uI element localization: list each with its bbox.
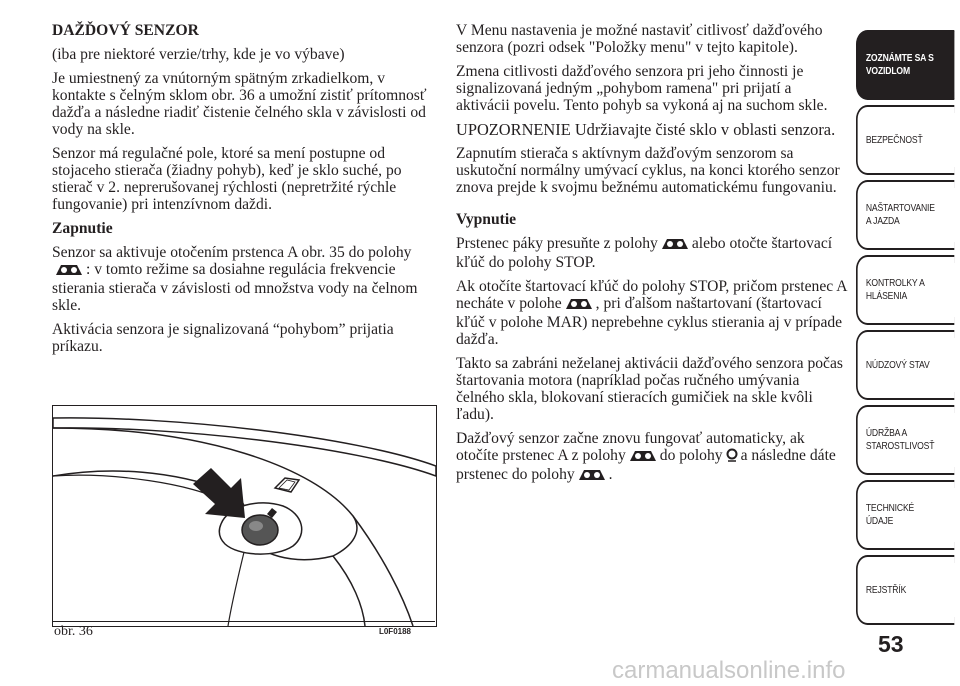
deactivation-text-a: Prstenec páky presuňte z polohy — [456, 235, 658, 252]
restart-text-c: a následne dáte prstenec do polohy — [456, 447, 836, 483]
off-ring-symbol-icon — [725, 448, 739, 466]
rain-sensor-illustration — [53, 406, 436, 626]
restart-text-b: do polohy — [659, 447, 723, 464]
figure-code: L0F0188 — [378, 627, 411, 636]
deactivation-text-b: alebo otočte štartovací kľúč do polohy STOP. — [456, 235, 833, 271]
tab-kontrolky[interactable]: KONTROLKY A HLÁSENIA — [856, 255, 954, 325]
restart-text-a: Dažďový senzor začne znovu fungovať automaticky, ak otočíte prstenec A z polohy — [456, 430, 805, 464]
watermark: carmanualsonline.info — [612, 657, 846, 684]
page-number: 53 — [878, 631, 904, 657]
auto-wiper-symbol-icon — [54, 263, 84, 280]
paragraph-restart — [456, 430, 848, 485]
section-heading: DAŽĎOVÝ SENZOR — [52, 22, 199, 39]
vypnutie-heading: Vypnutie — [456, 211, 517, 228]
paragraph-warning: UPOZORNENIE Udržiavajte čisté sklo v oblasti senzora. — [456, 120, 836, 139]
auto-wiper-symbol-icon — [628, 449, 658, 466]
chapter-tabs — [856, 0, 960, 686]
tab-rejstrik[interactable]: REJSTŘÍK — [856, 555, 954, 625]
paragraph-signal: Aktivácia senzora je signalizovaná “pohybom” prijatia príkazu. — [52, 321, 394, 355]
zapnutie-heading: Zapnutie — [52, 220, 113, 237]
paragraph-stop-key — [456, 278, 848, 348]
section-subheading: (iba pre niektoré verzie/trhy, kde je vo výbave) — [52, 46, 345, 63]
stop-key-text-b: , pri ďalšom naštartovaní (štartovací kľúč v polohe MAR) neprebehne cyklus stierania aj v prípade dažďa. — [456, 295, 843, 348]
paragraph-sensitivity: Zmena citlivosti dažďového senzora pri jeho činnosti je signalizovaná jedným „pohybom ramena" pri prijatí a aktivácii povelu. Tento pohyb sa vykoná aj na suchom skle. — [456, 63, 828, 114]
pointer-arrow-icon — [193, 468, 245, 518]
tab-technicke-udaje[interactable]: TECHNICKÉ ÚDAJE — [856, 480, 954, 550]
tab-bezpecnost[interactable]: BEZPEČNOSŤ — [856, 105, 954, 175]
left-column — [52, 22, 438, 362]
tab-nudzovy-stav[interactable]: NÚDZOVÝ STAV — [856, 330, 954, 400]
paragraph-activation — [52, 244, 438, 314]
tab-nastartovanie[interactable]: NAŠTARTOVANIE A JAZDA — [856, 180, 954, 250]
paragraph-regulation: Senzor má regulačné pole, ktoré sa mení postupne od stojaceho stierača (žiadny pohyb), keď je sklo suché, po stierač v 2. neprerušovanej rýchlosti (nepretržité rýchle fungovanie) pri intenzívnom daždi. — [52, 145, 402, 213]
activation-text-b: : v tomto režime sa dosiahne regulácia frekvencie stierania stierača v závislosti od množstva vody na čelnom skle. — [52, 261, 418, 314]
paragraph-prevention: Takto sa zabráni neželanej aktivácii dažďového senzora počas štartovania motora (napríklad počas ručného umývania čelného skla, blokovaní stieracích gumičiek na skle kvôli ľadu). — [456, 355, 843, 423]
restart-text-d: . — [608, 466, 613, 483]
auto-wiper-symbol-icon — [564, 297, 594, 314]
paragraph-deactivation — [456, 235, 848, 271]
paragraph-menu-settings: V Menu nastavenia je možné nastaviť citlivosť dažďového senzora (pozri odsek "Položky menu" v tejto kapitole). — [456, 22, 823, 56]
figure-label: obr. 36 — [54, 624, 93, 639]
activation-text-a: Senzor sa aktivuje otočením prstenca A obr. 35 do polohy — [52, 244, 412, 261]
paragraph-wash-cycle: Zapnutím stierača s aktívnym dažďovým senzorom sa uskutoční normálny umývací cyklus, na konci ktorého senzor znova prejde k svojmu bežnému automatickému fungovaniu. — [456, 145, 840, 196]
tab-udrzba[interactable]: ÚDRŽBA A STAROSTLIVOSŤ — [856, 405, 954, 475]
right-column — [456, 22, 848, 492]
figure-rain-sensor — [52, 405, 437, 627]
stop-key-text-a: Ak otočíte štartovací kľúč do polohy STOP, pričom prstenec A necháte v polohe — [456, 278, 847, 312]
paragraph-location: Je umiestnený za vnútorným spätným zrkadielkom, v kontakte s čelným sklom obr. 36 a umožní zistiť prítomnosť dažďa a následne riadiť čistenie čelného skla v závislosti od vody na skle. — [52, 70, 427, 138]
tab-zoznamte-sa[interactable]: ZOZNÁMTE SA S VOZIDLOM — [856, 30, 954, 100]
auto-wiper-symbol-icon — [660, 237, 690, 254]
auto-wiper-symbol-icon — [577, 468, 607, 485]
figure-caption — [52, 621, 435, 640]
